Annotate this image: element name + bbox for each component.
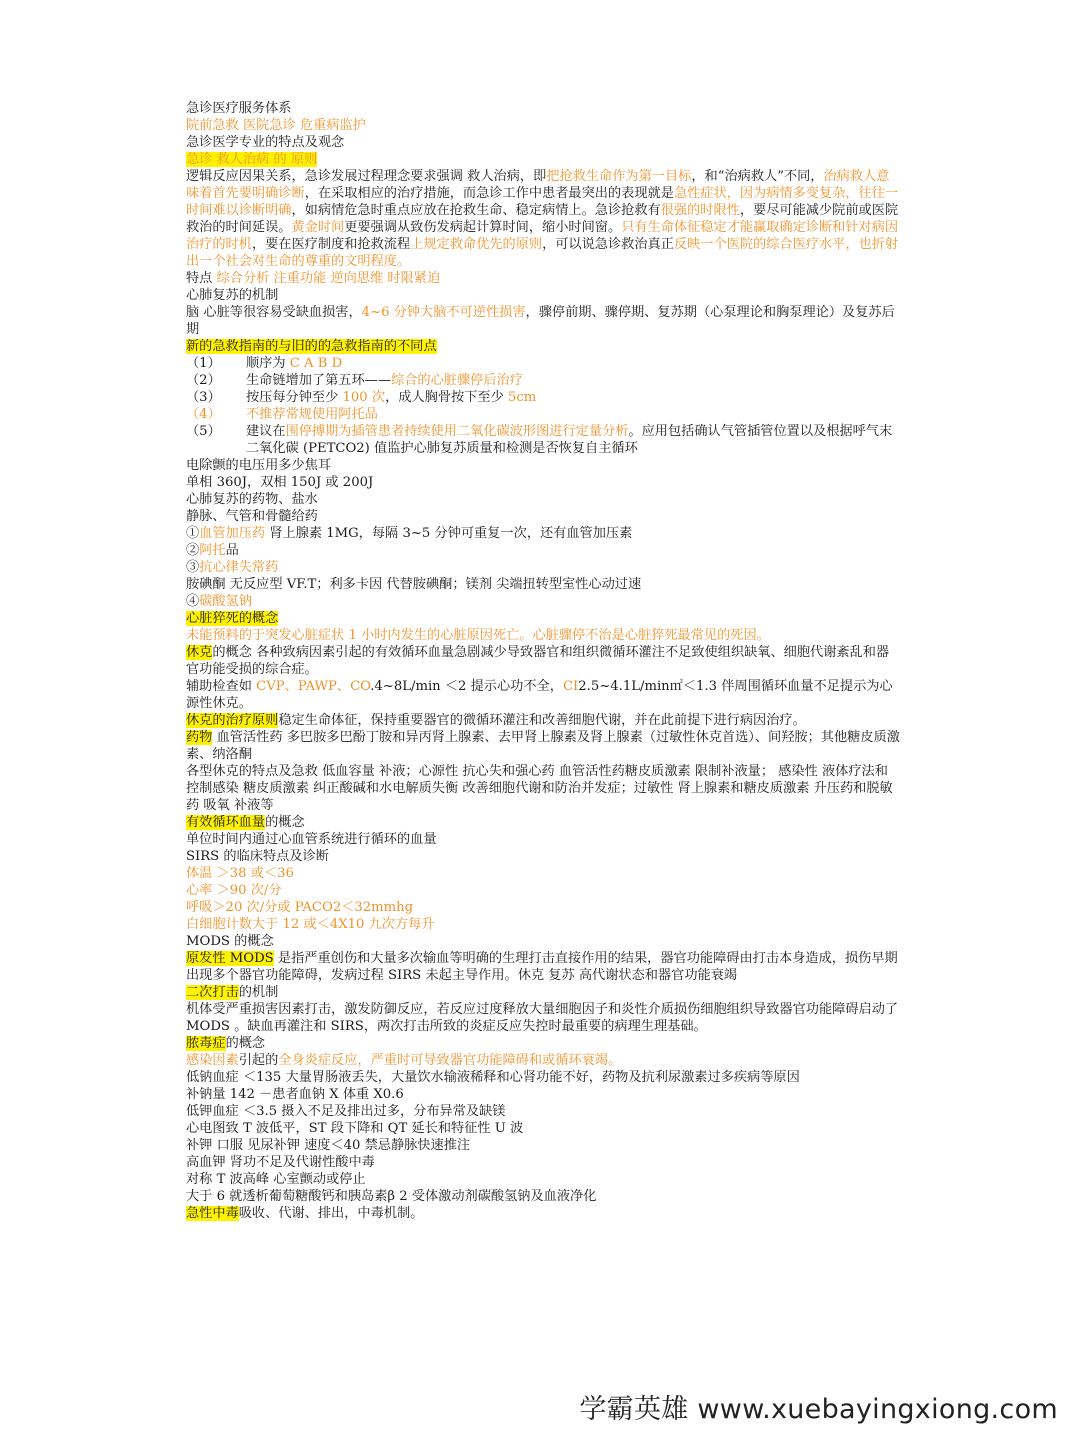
- body-text: 2.5~4.1L/min㎡＜1.3 伴周围循环血量不足提示为心源性休克。: [186, 679, 893, 711]
- item-text: [246, 355, 901, 372]
- emphasis-text: 碳酸氢钠: [199, 594, 252, 609]
- text-line: [186, 848, 901, 865]
- text-line: [186, 882, 901, 899]
- emphasis-text: 100 次: [342, 390, 386, 405]
- body-text: 的概念: [225, 1036, 266, 1051]
- body-text: ③: [186, 560, 200, 575]
- item-number: （1）: [186, 356, 221, 371]
- numbered-item: [186, 406, 901, 423]
- body-text: 心电图致 T 波低平，ST 段下降和 QT 延长和特征性 U 波: [186, 1121, 524, 1136]
- body-text: 。应用包括确认气管插管位置以及根据呼气末二氧化碳 (PETCO2) 值监护心肺复苏质量和检测是否恢复自主循环: [246, 424, 893, 456]
- body-text: 品: [225, 543, 239, 558]
- text-line: [186, 542, 901, 559]
- body-text: 低钠血症 ＜135 大量胃肠液丢失，大量饮水输液稀释和心肾功能不好，药物及抗利尿激素过多疾病等原因: [186, 1070, 800, 1085]
- emphasis-text: 黄金时间: [291, 220, 345, 235]
- emphasis-text: 白细胞计数大于 12 或＜4X10 九次方每升: [186, 917, 435, 932]
- text-line: [186, 1137, 901, 1154]
- text-line: [186, 712, 901, 729]
- body-text: 按压每分钟至少: [246, 390, 343, 405]
- body-text: 补钠量 142 －患者血钠 X 体重 X0.6: [186, 1087, 404, 1102]
- emphasis-text: 院前急救 医院急诊 危重病监护: [186, 118, 366, 133]
- text-line: [186, 508, 901, 525]
- body-text: 生命链增加了第五环——: [246, 373, 392, 388]
- text-line: [186, 474, 901, 491]
- watermark: 学霸英雄 www.xuebayingxiong.com: [579, 1394, 1058, 1425]
- emphasis-text: 感染因素: [186, 1053, 239, 1068]
- text-line: [186, 1103, 901, 1120]
- highlighted-text: 二次打击: [186, 985, 239, 1000]
- body-text: 辅助检查如: [186, 679, 257, 694]
- text-line: [186, 457, 901, 474]
- emphasis-text: 5cm: [507, 390, 537, 405]
- body-text: .4~8L/min ＜2 提示心功不全，: [370, 679, 563, 694]
- emphasis-text: 上规定救命优先的原则: [410, 237, 543, 252]
- body-text: 机体受严重损害因素打击，激发防御反应，若反应过度释放大量细胞因子和炎性介质损伤细胞组织导致器官功能障碍启动了 MODS 。缺血再灌注和 SIRS，两次打击所致的炎症反应失控时最重要的病理生理基础。: [186, 1002, 899, 1034]
- emphasis-text: 把抢救生命作为第一目标: [546, 169, 692, 184]
- numbered-item: [186, 355, 901, 372]
- numbered-item: [186, 372, 901, 389]
- numbered-item: [186, 423, 901, 457]
- body-text: 建议在: [246, 424, 286, 439]
- text-line: [186, 287, 901, 304]
- highlighted-text: 心脏猝死的概念: [186, 611, 279, 626]
- emphasis-text: 全身炎症反应，严重时可导致器官功能障碍和或循环衰竭。: [278, 1053, 622, 1068]
- highlighted-text: 脓毒症: [186, 1036, 226, 1051]
- item-text: [246, 423, 901, 457]
- text-line: [186, 763, 901, 814]
- text-line: [186, 1171, 901, 1188]
- document-body: [186, 100, 901, 1222]
- text-line: [186, 678, 901, 712]
- emphasis-text: 抗心律失常药: [199, 560, 279, 575]
- text-line: [186, 814, 901, 831]
- item-number: （2）: [186, 373, 221, 388]
- text-line: [186, 729, 901, 763]
- emphasis-text: 心率 ＞90 次/分: [186, 883, 282, 898]
- body-text: 急诊医学专业的特点及观念: [186, 135, 345, 150]
- text-line: [186, 593, 901, 610]
- body-text: 心肺复苏的机制: [186, 288, 279, 303]
- emphasis-text: 未能预料的于突发心脏症状 1 小时内发生的心脏原因死亡。心脏骤停不治是心脏猝死最常见的死因。: [186, 628, 770, 643]
- text-line: [186, 1035, 901, 1052]
- text-line: [186, 950, 901, 984]
- emphasis-text: 急性症状，因为病情多变复杂，往往一时间难以诊断明确: [186, 186, 899, 218]
- emphasis-text: 血管加压药: [199, 526, 266, 541]
- body-text: 急诊医疗服务体系: [186, 101, 292, 116]
- emphasis-text: C A B D: [289, 356, 343, 371]
- text-line: [186, 627, 901, 644]
- text-line: [186, 576, 901, 593]
- body-text: 更要强调从致伤发病起计算时间，缩小时间窗。: [344, 220, 622, 235]
- item-text: [246, 406, 901, 423]
- text-line: [186, 610, 901, 627]
- emphasis-text: 围停搏期为插管患者持续使用二氧化碳波形图进行定量分析: [285, 424, 629, 439]
- text-line: [186, 491, 901, 508]
- highlighted-text: 药物: [186, 730, 213, 745]
- body-text: 脑 心脏等很容易受缺血损害，: [186, 305, 362, 320]
- body-text: 大于 6 就透析葡萄糖酸钙和胰岛素β 2 受体激动剂碳酸氢钠及血液净化: [186, 1189, 597, 1204]
- body-text: 对称 T 波高峰 心室颤动或停止: [186, 1172, 366, 1187]
- emphasis-text: 反映一个医院的综合医疗水平，也折射出一个社会对生命的尊重的文明程度。: [186, 237, 899, 269]
- text-line: [186, 644, 901, 678]
- text-line: [186, 134, 901, 151]
- item-text: [246, 389, 901, 406]
- body-text: 电除颤的电压用多少焦耳: [186, 458, 332, 473]
- text-line: [186, 1001, 901, 1035]
- body-text: 引起的: [238, 1053, 279, 1068]
- emphasis-text: 体温 ＞38 或＜36: [186, 866, 294, 881]
- body-text: 的机制: [238, 985, 279, 1000]
- highlighted-text: 急性中毒: [186, 1206, 239, 1221]
- body-text: 稳定生命体征，保持重要器官的微循环灌注和改善细胞代谢，并在此前提下进行病因治疗。: [278, 713, 806, 728]
- text-line: [186, 100, 901, 117]
- body-text: ④: [186, 594, 200, 609]
- body-text: ②: [186, 543, 200, 558]
- body-text: 单位时间内通过心血管系统进行循环的血量: [186, 832, 437, 847]
- emphasis-text: 治病救人意味着首先要明确诊断: [186, 169, 890, 201]
- body-text: 逻辑反应因果关系，急诊发展过程理念要求强调 救人治病，即: [186, 169, 547, 184]
- text-line: [186, 559, 901, 576]
- emphasis-text: 呼吸＞20 次/分或 PACO2＜32mmhg: [186, 900, 414, 915]
- text-line: [186, 899, 901, 916]
- text-line: [186, 304, 901, 338]
- text-line: [186, 1120, 901, 1137]
- body-text: ，骤停前期、骤停期、复苏期（心泵理论和胸泵理论）及复苏后期: [186, 305, 895, 337]
- emphasis-text: 综合的心脏骤停后治疗: [391, 373, 523, 388]
- text-line: [186, 270, 901, 287]
- body-text: 特点: [186, 271, 217, 286]
- body-text: ，成人胸骨按下至少: [385, 390, 508, 405]
- text-line: [186, 1086, 901, 1103]
- body-text: 静脉、气管和骨髓给药: [186, 509, 318, 524]
- emphasis-text: 4~6 分钟大脑不可逆性损害: [361, 305, 526, 320]
- numbered-item: [186, 389, 901, 406]
- body-text: 高血钾 肾功不足及代谢性酸中毒: [186, 1155, 375, 1170]
- body-text: 低钾血症 ＜3.5 摄入不足及排出过多，分布异常及缺镁: [186, 1104, 506, 1119]
- highlighted-text: 有效循环血量: [186, 815, 266, 830]
- text-line: [186, 831, 901, 848]
- body-text: ，可以说急诊救治真正: [542, 237, 674, 252]
- item-text: [246, 372, 901, 389]
- text-line: [186, 933, 901, 950]
- text-line: [186, 117, 901, 134]
- item-number: （3）: [186, 390, 221, 405]
- text-line: [186, 151, 901, 168]
- body-text: 胺碘酮 无反应型 VF.T；利多卡因 代替胺碘酮；镁剂 尖端扭转型室性心动过速: [186, 577, 642, 592]
- text-line: [186, 1188, 901, 1205]
- text-line: [186, 1154, 901, 1171]
- text-line: [186, 1052, 901, 1069]
- body-text: 的概念: [265, 815, 305, 830]
- body-text: ①: [186, 526, 200, 541]
- body-text: 血管活性药 多巴胺多巴酚丁胺和异丙肾上腺素、去甲肾上腺素及肾上腺素（过敏性休克首选）、间羟胺；其他糖皮质激素、纳洛酮: [186, 730, 900, 762]
- text-line: [186, 338, 901, 355]
- emphasis-text: CVP、PAWP、CO: [256, 679, 371, 694]
- body-text: MODS 的概念: [186, 934, 274, 949]
- highlighted-text: 休克的治疗原则: [186, 713, 279, 728]
- body-text: ，要在医疗制度和抢救流程: [251, 237, 411, 252]
- body-text: ，如病情危急时重点应放在抢救生命、稳定病情上。急诊抢救有: [291, 203, 661, 218]
- text-line: [186, 168, 901, 270]
- emphasis-text: 综合分析 注重功能 逆向思维 时限紧迫: [216, 271, 441, 286]
- body-text: ，和“治病救人”不同，: [691, 169, 824, 184]
- text-line: [186, 984, 901, 1001]
- body-text: ，在采取相应的治疗措施，而急诊工作中患者最突出的表现就是: [304, 186, 674, 201]
- text-line: [186, 1205, 901, 1222]
- highlighted-text: 原发性 MODS: [186, 951, 274, 966]
- text-line: [186, 865, 901, 882]
- emphasis-text: 很强的时限性: [660, 203, 740, 218]
- body-text: 是指严重创伤和大量多次输血等明确的生理打击直接作用的结果，器官功能障碍由打击本身造成，损伤早期出现多个器官功能障碍，发病过程 SIRS 未起主导作用。休克 复苏 高代谢状态和器官功能衰竭: [186, 951, 898, 983]
- highlighted-text: 急诊 救人治病 的 原则: [186, 152, 318, 167]
- body-text: ，要尽可能减少院前或医院救治的时间延误。: [186, 203, 899, 235]
- body-text: SIRS 的临床特点及诊断: [186, 849, 329, 864]
- body-text: 肾上腺素 1MG，每隔 3~5 分钟可重复一次，还有血管加压素: [265, 526, 633, 541]
- emphasis-text: 只有生命体征稳定才能赢取确定诊断和针对病因治疗的时机: [186, 220, 899, 252]
- body-text: 各型休克的特点及急救 低血容量 补液；心源性 抗心失和强心药 血管活性药糖皮质激素 限制补液量； 感染性 液体疗法和控制感染 糖皮质激素 纠正酸碱和水电解质失衡 改善细胞代谢和防治并发症；过敏性 肾上腺素和糖皮质激素 升压药和脱敏药 吸氧 补液等: [186, 764, 893, 813]
- highlighted-text: 新的急救指南的与旧的的急救指南的不同点: [186, 339, 437, 354]
- highlighted-text: 休克: [186, 645, 213, 660]
- body-text: 吸收、代谢、排出，中毒机制。: [238, 1206, 424, 1221]
- text-line: [186, 916, 901, 933]
- body-text: 补钾 口服 见尿补钾 速度＜40 禁忌静脉快速推注: [186, 1138, 471, 1153]
- text-line: [186, 525, 901, 542]
- body-text: 单相 360J，双相 150J 或 200J: [186, 475, 374, 490]
- emphasis-text: CI: [562, 679, 579, 694]
- item-number: （4）: [186, 407, 221, 422]
- body-text: 的概念 各种致病因素引起的有效循环血量急剧减少导致器官和组织微循环灌注不足致使组织缺氧、细胞代谢紊乱和器官功能受损的综合症。: [186, 645, 890, 677]
- body-text: 心肺复苏的药物、盐水: [186, 492, 318, 507]
- emphasis-text: 不推荐常规使用阿托品: [246, 407, 378, 422]
- emphasis-text: 阿托: [199, 543, 226, 558]
- item-number: （5）: [186, 424, 221, 439]
- body-text: 顺序为: [246, 356, 290, 371]
- text-line: [186, 1069, 901, 1086]
